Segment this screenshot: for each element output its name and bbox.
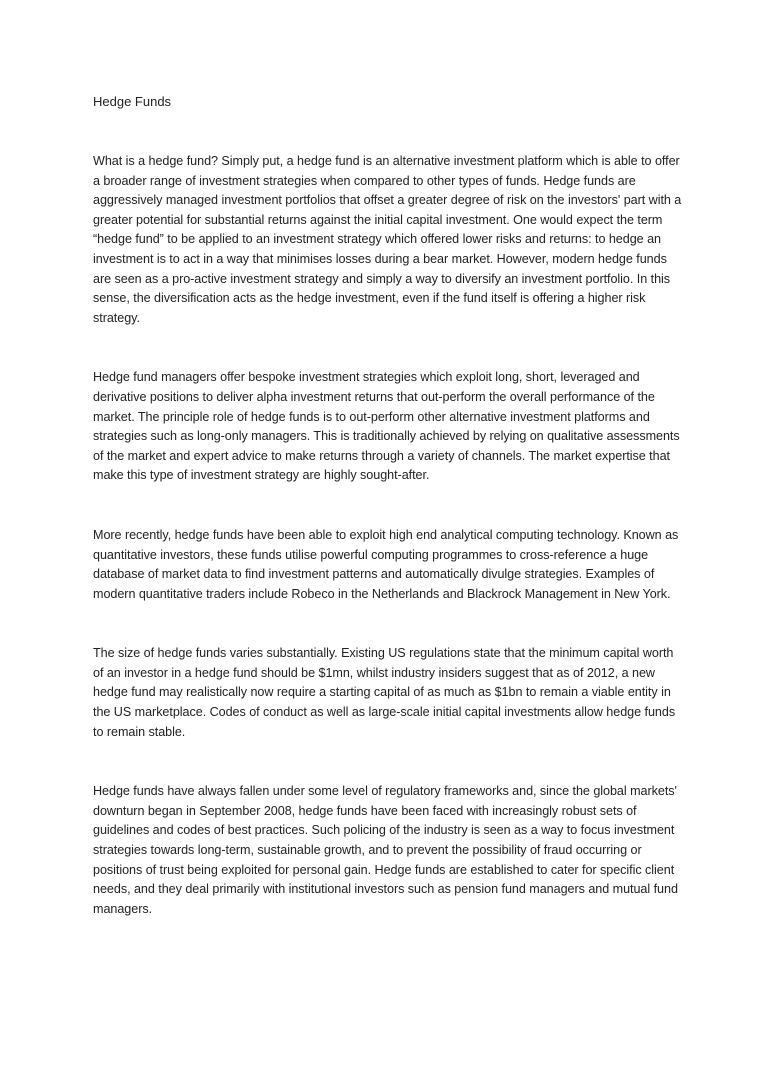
paragraph-quantitative-investors: More recently, hedge funds have been able to exploit high end analytical computing technology. Known as quantitative investors, these funds utilise powerful computing programmes to cross-reference a huge database of market data to find investment patterns and automatically divulge strategies. Examples of modern quantitative traders include Robeco in the Netherlands and Blackrock Management in New York. [93, 527, 679, 601]
paragraph-fund-size: The size of hedge funds varies substantially. Existing US regulations state that the minimum capital worth of an investor in a hedge fund should be $1mn, whilst industry insiders suggest that as of 2012, a new hedge fund may realistically now require a starting capital of as much as $1bn to remain a viable entity in the US marketplace. Codes of conduct as well as large-scale initial capital investments allow hedge funds to remain stable. [93, 646, 676, 739]
document-page [93, 92, 683, 959]
document-title: Hedge Funds [93, 94, 172, 109]
paragraph-regulation: Hedge funds have always fallen under some level of regulatory frameworks and, since the global markets' downturn began in September 2008, hedge funds have been faced with increasingly robust sets of guidelines and codes of best practices. Such policing of the industry is seen as a way to focus investment strategies towards long-term, sustainable growth, and to prevent the possibility of fraud occurring or positions of trust being exploited for personal gain. Hedge funds are established to cater for specific client needs, and they deal primarily with institutional investors such as pension fund managers and mutual fund managers. [93, 784, 678, 916]
paragraph-hedge-fund-managers: Hedge fund managers offer bespoke investment strategies which exploit long, short, leveraged and derivative positions to deliver alpha investment returns that out-perform the overall performance of the market. The principle role of hedge funds is to out-perform other alternative investment platforms and strategies such as long-only managers. This is traditionally achieved by relying on qualitative assessments of the market and expert advice to make returns through a variety of channels. The market expertise that make this type of investment strategy are highly sought-after. [93, 370, 680, 483]
paragraph-what-is-hedge-fund: What is a hedge fund? Simply put, a hedge fund is an alternative investment platform which is able to offer a broader range of investment strategies when compared to other types of funds. Hedge funds are aggressively managed investment portfolios that offset a greater degree of risk on the investors' part with a greater potential for substantial returns against the initial capital investment. One would expect the term “hedge fund” to be applied to an investment strategy which offered lower risks and returns: to hedge an investment is to act in a way that minimises losses during a bear market. However, modern hedge funds are seen as a pro-active investment strategy and simply a way to diversify an investment portfolio. In this sense, the diversification acts as the hedge investment, even if the fund itself is offering a higher risk strategy. [93, 154, 682, 325]
